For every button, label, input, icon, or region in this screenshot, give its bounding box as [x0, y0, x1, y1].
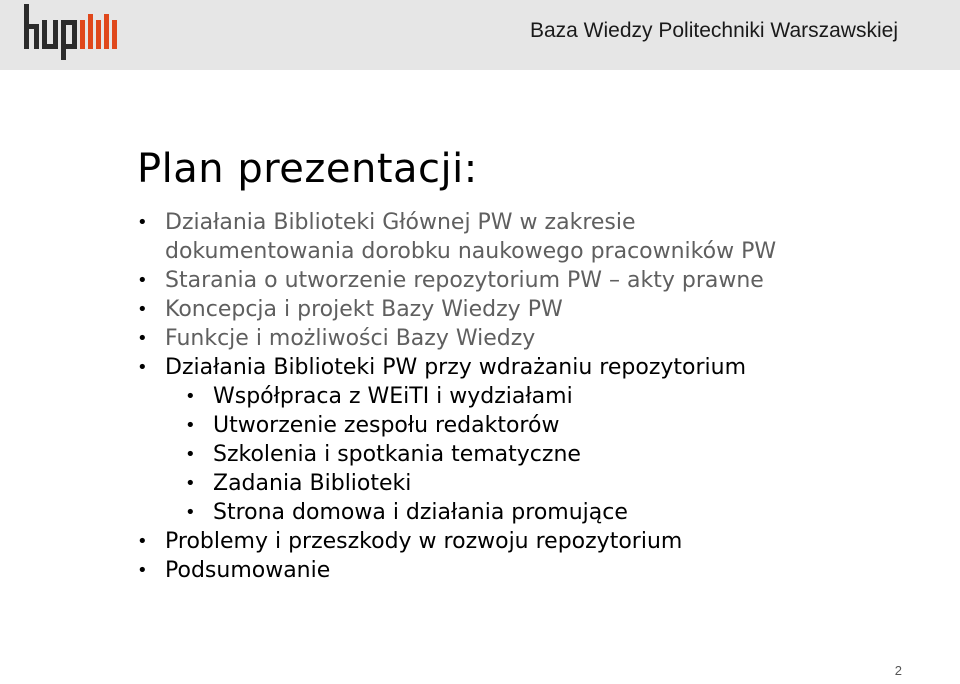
logo-bar [42, 20, 47, 49]
logo-bar [34, 24, 39, 49]
agenda-subitem: • Szkolenia i spotkania tematyczne [185, 440, 776, 469]
agenda-item: • Podsumowanie [137, 556, 776, 585]
agenda-subitem: • Utworzenie zespołu redaktorów [185, 411, 776, 440]
logo-bar [80, 20, 85, 49]
agenda-list [137, 208, 776, 585]
agenda-subitem: • Współpraca z WEiTI i wydziałami [185, 382, 776, 411]
logo-bar [24, 4, 29, 49]
header-bar [0, 0, 960, 70]
logo-bar [47, 44, 54, 49]
logo-bar [104, 14, 109, 49]
logo-bar [96, 20, 101, 49]
agenda-subitem: • Strona domowa i działania promujące [185, 498, 776, 527]
logo-bar [112, 20, 117, 49]
logo-bar [53, 20, 58, 49]
agenda-item: • Starania o utworzenie repozytorium PW – akty prawne [137, 266, 776, 295]
logo-bar [66, 44, 73, 49]
bwpw-logo [22, 4, 124, 64]
slide-title: Plan prezentacji: [137, 146, 478, 192]
header-title: Baza Wiedzy Politechniki Warszawskiej [529, 19, 898, 42]
agenda-subitem: • Zadania Biblioteki [185, 469, 776, 498]
logo-bar [66, 20, 73, 25]
agenda-item: • Działania Biblioteki PW przy wdrażaniu repozytorium [137, 353, 776, 382]
page-number: 2 [894, 663, 902, 678]
agenda-item: • Działania Biblioteki Głównej PW w zakresie [137, 208, 776, 237]
logo-bar [88, 14, 93, 49]
agenda-item: • Funkcje i możliwości Bazy Wiedzy [137, 324, 776, 353]
agenda-item: • Koncepcja i projekt Bazy Wiedzy PW [137, 295, 776, 324]
agenda-item-continuation: dokumentowania dorobku naukowego pracowników PW [165, 239, 777, 264]
agenda-item: • Problemy i przeszkody w rozwoju repozytorium [137, 527, 776, 556]
logo-bar [61, 20, 66, 60]
